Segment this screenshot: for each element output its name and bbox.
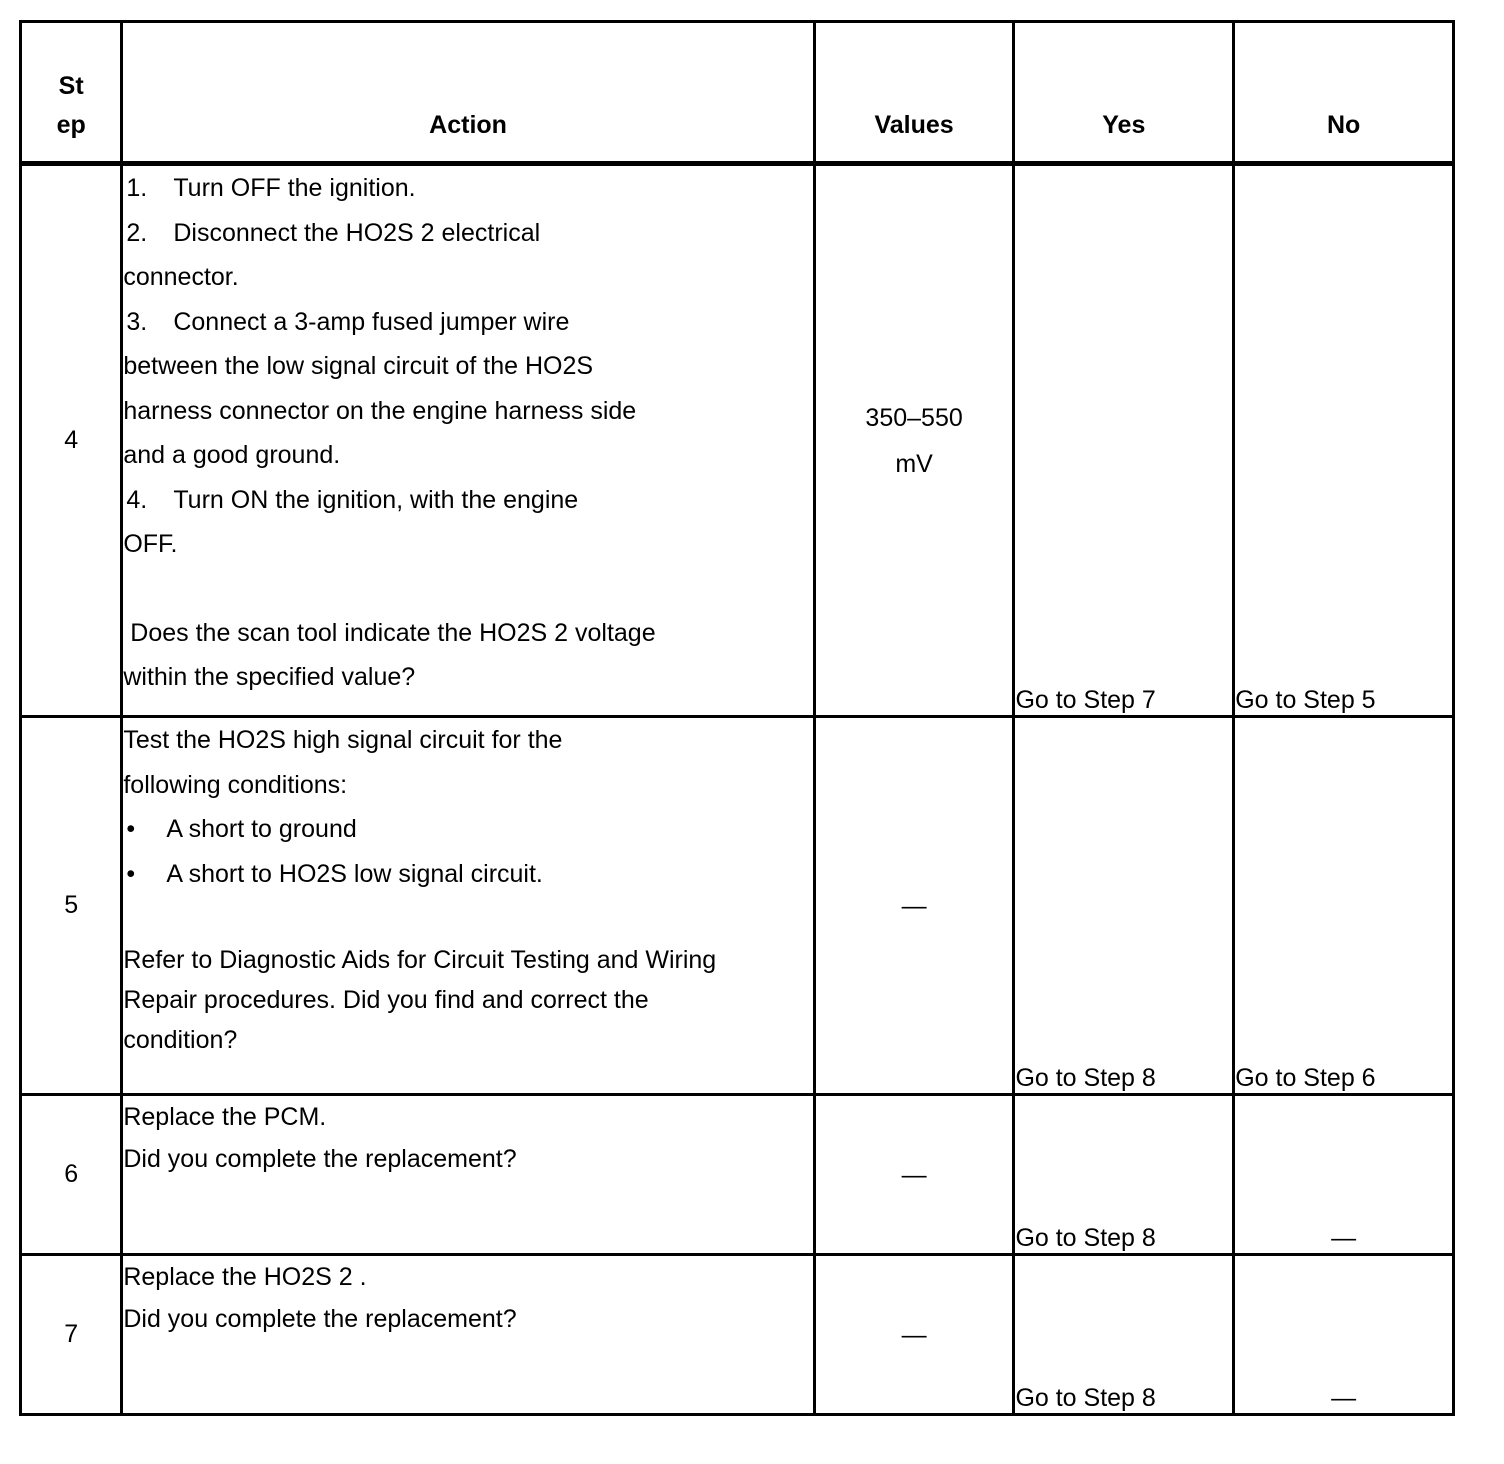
table-row-step-6 [21, 1095, 1454, 1255]
step-number: 4 [21, 164, 122, 717]
action-item: 3. Connect a 3-amp fused jumper wire [126, 307, 570, 336]
no-cell: Go to Step 5 [1234, 164, 1454, 717]
value-unit: mV [895, 449, 933, 478]
action-item-continued: OFF. [123, 530, 178, 558]
action-item-continued: and a good ground. [123, 441, 341, 469]
table-row-step-7 [21, 1255, 1454, 1415]
header-action: Action [122, 22, 814, 164]
action-intro: Test the HO2S high signal circuit for the [123, 726, 563, 754]
action-item: 4. Turn ON the ignition, with the engine [126, 485, 579, 514]
action-note: condition? [123, 1026, 238, 1054]
no-cell: — [1234, 1095, 1454, 1255]
action-line: Replace the PCM. [123, 1103, 327, 1131]
action-question: within the specified value? [123, 663, 416, 691]
action-question: Does the scan tool indicate the HO2S 2 voltage [123, 618, 656, 647]
values-cell: — [814, 717, 1014, 1095]
action-cell [122, 1095, 814, 1255]
yes-cell: Go to Step 8 [1014, 1255, 1234, 1415]
values-cell: — [814, 1255, 1014, 1415]
action-intro: following conditions: [123, 770, 348, 799]
action-item-continued: harness connector on the engine harness side [123, 396, 637, 425]
header-step-line2: ep [56, 111, 86, 139]
action-line: Did you complete the replacement? [123, 1305, 517, 1333]
header-yes: Yes [1014, 22, 1234, 164]
values-cell: — [814, 1095, 1014, 1255]
step-number: 7 [21, 1255, 122, 1415]
action-note: Repair procedures. Did you find and correct the [123, 986, 649, 1014]
bullet-item: • A short to ground [126, 815, 357, 843]
yes-cell: Go to Step 8 [1014, 1095, 1234, 1255]
header-step [21, 22, 122, 164]
action-item-continued: between the low signal circuit of the HO2S [123, 352, 594, 380]
header-step-line1: St [58, 72, 84, 100]
no-cell: Go to Step 6 [1234, 717, 1454, 1095]
yes-cell: Go to Step 7 [1014, 164, 1234, 717]
action-item: 1. Turn OFF the ignition. [126, 174, 416, 202]
action-cell [122, 164, 814, 717]
table-row-step-5 [21, 717, 1454, 1095]
action-cell [122, 1255, 814, 1415]
step-number: 6 [21, 1095, 122, 1255]
action-note: Refer to Diagnostic Aids for Circuit Testing and Wiring [123, 946, 717, 974]
header-row [21, 22, 1454, 164]
action-cell [122, 717, 814, 1095]
action-line: Did you complete the replacement? [123, 1145, 517, 1173]
step-number: 5 [21, 717, 122, 1095]
header-values: Values [814, 22, 1014, 164]
diagnostic-table [19, 20, 1455, 1416]
value-range: 350–550 [865, 403, 963, 432]
table-row-step-4 [21, 164, 1454, 717]
action-item: 2. Disconnect the HO2S 2 electrical [126, 218, 541, 247]
bullet-item: • A short to HO2S low signal circuit. [126, 859, 543, 888]
yes-cell: Go to Step 8 [1014, 717, 1234, 1095]
header-no: No [1234, 22, 1454, 164]
action-line: Replace the HO2S 2 . [123, 1263, 367, 1291]
no-cell: — [1234, 1255, 1454, 1415]
values-cell [814, 164, 1014, 717]
action-item-continued: connector. [123, 263, 239, 291]
